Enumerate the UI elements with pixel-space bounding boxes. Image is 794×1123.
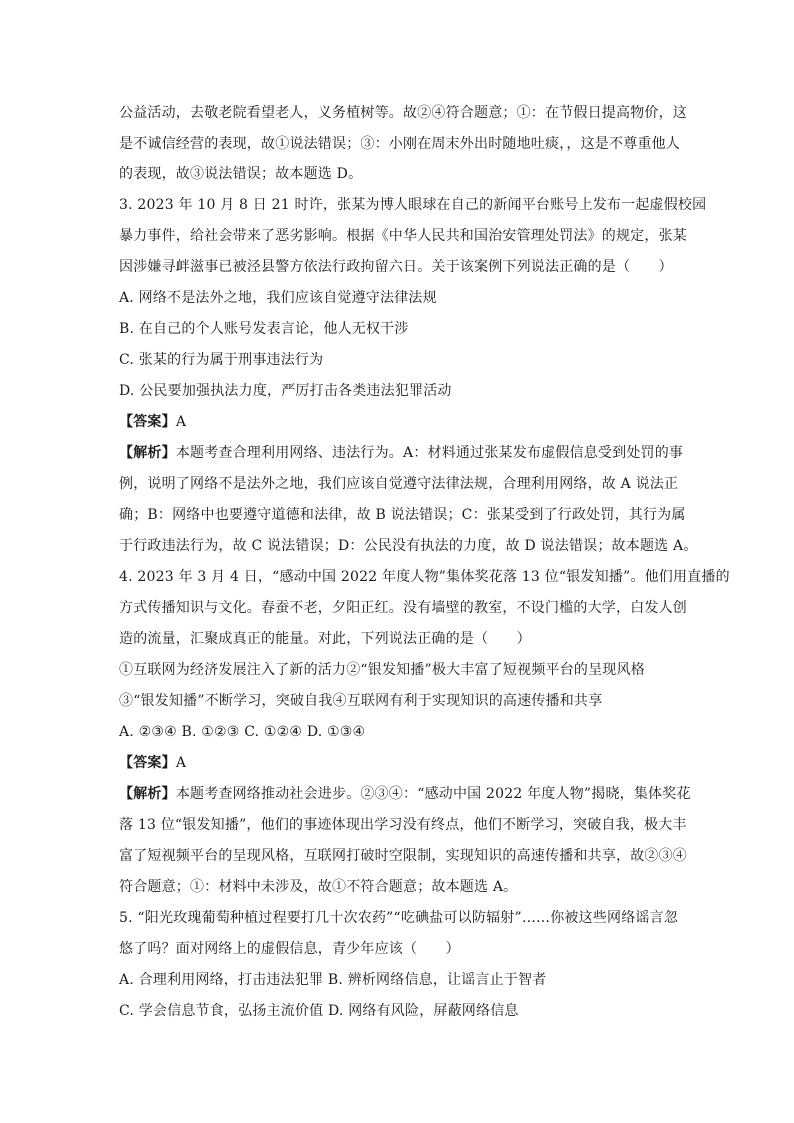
question-5-stem: 悠了吗？面对网络上的虚假信息，青少年应该（ ）: [119, 941, 460, 957]
answer-label: 【答案】: [119, 755, 176, 771]
question-5-options-ab: A. 合理利用网络，打击违法犯罪 B. 辨析网络信息，让谣言止于智者: [119, 972, 547, 988]
text-line: 确；B：网络中也要遵守道德和法律，故 B 说法错误；C：张某受到了行政处罚，其行为属: [119, 507, 686, 523]
analysis-text: 本题考查网络推动社会进步。②③④：“感动中国 2022 年度人物”揭晓，集体奖花: [175, 786, 691, 802]
text-line: 公益活动，去敬老院看望老人，义务植树等。故②④符合题意；①：在节假日提高物价，这: [119, 105, 687, 121]
question-4-analysis: [119, 784, 691, 804]
text-line: 落 13 位“银发知播”，他们的事迹体现出学习没有终点，他们不断学习，突破自我，极大丰: [119, 817, 687, 833]
question-4-stem: 造的流量，汇聚成真正的能量。对此，下列说法正确的是（ ）: [119, 631, 531, 647]
question-3-stem: 暴力事件，给社会带来了恶劣影响。根据《中华人民共和国治安管理处罚法》的规定，张某: [119, 228, 687, 244]
answer-value: A: [175, 755, 187, 771]
question-3-option-c: C. 张某的行为属于刑事违法行为: [119, 352, 324, 368]
analysis-label: 【解析】: [119, 445, 176, 461]
question-5-options-cd: C. 学会信息节食，弘扬主流价值 D. 网络有风险，屏蔽网络信息: [119, 1003, 519, 1019]
question-3-answer: [119, 412, 679, 432]
question-3-option-d: D. 公民要加强执法力度，严厉打击各类违法犯罪活动: [119, 383, 452, 399]
question-3-stem: 3. 2023 年 10 月 8 日 21 时许，张某为博人眼球在自己的新闻平台账号上发布一起虚假校园: [119, 197, 707, 213]
analysis-label: 【解析】: [119, 786, 176, 802]
text-line: 是不诚信经营的表现，故①说法错误；③：小刚在周末外出时随地吐痰，，这是不尊重他人: [119, 136, 680, 152]
question-4-stem: 4. 2023 年 3 月 4 日，“感动中国 2022 年度人物”集体奖花落 13 位“银发知播”。他们用直播的: [119, 569, 730, 585]
text-line: 的表现，故③说法错误；故本题选 D。: [119, 166, 363, 182]
text-line: 符合题意；①：材料中未涉及，故①不符合题意；故本题选 A。: [119, 879, 518, 895]
answer-value: A: [175, 414, 187, 430]
question-5-stem: 5. “阳光玫瑰葡萄种植过程要打几十次农药”“吃碘盐可以防辐射”……你被这些网络谣言忽: [119, 910, 679, 926]
question-4-stem: 方式传播知识与文化。春蚕不老，夕阳正红。没有墙壁的教室，不设门槛的大学，白发人创: [119, 600, 687, 616]
text-line: 于行政违法行为，故 C 说法错误；D：公民没有执法的力度，故 D 说法错误；故本题选 A。: [119, 538, 698, 554]
question-4-options: A. ②③④ B. ①②③ C. ①②④ D. ①③④: [119, 724, 366, 740]
question-3-analysis: [119, 443, 684, 463]
analysis-text: 本题考查合理利用网络、违法行为。A：材料通过张某发布虚假信息受到处罚的事: [175, 445, 684, 461]
question-4-answer: [119, 753, 679, 773]
question-3-option-a: A. 网络不是法外之地，我们应该自觉遵守法律法规: [119, 290, 437, 306]
question-3-stem: 因涉嫌寻衅滋事已被泾县警方依法行政拘留六日。关于该案例下列说法正确的是（ ）: [119, 259, 673, 275]
question-3-option-b: B. 在自己的个人账号发表言论，他人无权干涉: [119, 321, 409, 337]
question-4-statements: ③“银发知播”不断学习，突破自我④互联网有利于实现知识的高速传播和共享: [119, 693, 603, 709]
answer-label: 【答案】: [119, 414, 176, 430]
text-line: 例，说明了网络不是法外之地，我们应该自觉遵守法律法规，合理利用网络，故 A 说法正: [119, 476, 679, 492]
text-line: 富了短视频平台的呈现风格，互联网打破时空限制，实现知识的高速传播和共享，故②③④: [119, 848, 687, 864]
question-4-statements: ①互联网为经济发展注入了新的活力②“银发知播”极大丰富了短视频平台的呈现风格: [119, 662, 645, 678]
